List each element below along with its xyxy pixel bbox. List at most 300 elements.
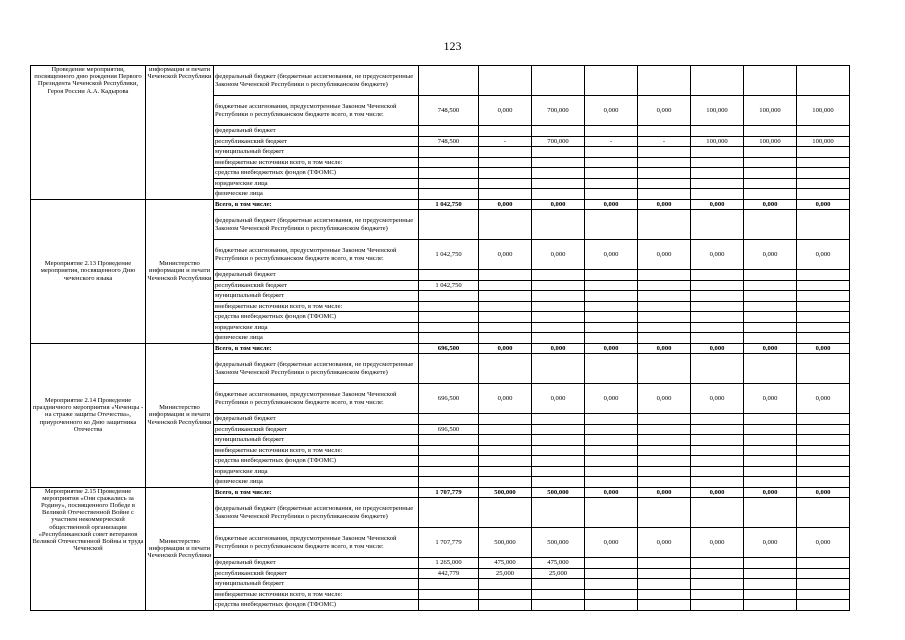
funding-source-cell: юридические лица	[214, 178, 419, 189]
amount-cell	[691, 477, 744, 488]
amount-cell	[638, 477, 691, 488]
funding-source-cell: муниципальный бюджет	[214, 435, 419, 446]
amount-cell	[691, 126, 744, 137]
amount-cell	[532, 322, 585, 333]
amount-cell	[797, 291, 850, 302]
amount-cell	[797, 558, 850, 569]
funding-source-cell: физические лица	[214, 333, 419, 344]
amount-cell: 0,000	[532, 240, 585, 270]
amount-cell	[479, 333, 532, 344]
amount-cell	[585, 189, 638, 200]
funding-source-cell: Всего, в том числе:	[214, 199, 419, 210]
amount-cell	[479, 354, 532, 384]
funding-source-cell: федеральный бюджет	[214, 126, 419, 137]
executor-cell: информации и печати Чеченской Республики	[146, 66, 214, 200]
amount-cell	[797, 322, 850, 333]
amount-cell	[691, 210, 744, 240]
amount-cell	[691, 270, 744, 281]
amount-cell	[479, 147, 532, 158]
amount-cell	[638, 424, 691, 435]
amount-cell	[419, 189, 479, 200]
funding-source-cell: республиканский бюджет	[214, 568, 419, 579]
amount-cell: 0,000	[797, 384, 850, 414]
amount-cell	[638, 498, 691, 528]
amount-cell: 0,000	[638, 487, 691, 498]
amount-cell	[585, 354, 638, 384]
amount-cell	[479, 126, 532, 137]
amount-cell	[638, 157, 691, 168]
amount-cell	[744, 301, 797, 312]
amount-cell	[744, 600, 797, 611]
amount-cell: 748,500	[419, 96, 479, 126]
amount-cell	[419, 498, 479, 528]
amount-cell	[691, 333, 744, 344]
amount-cell	[532, 126, 585, 137]
amount-cell	[419, 414, 479, 425]
amount-cell	[744, 558, 797, 569]
amount-cell	[479, 312, 532, 323]
amount-cell	[419, 168, 479, 179]
funding-source-cell: муниципальный бюджет	[214, 147, 419, 158]
amount-cell	[744, 147, 797, 158]
amount-cell	[532, 466, 585, 477]
amount-cell	[419, 178, 479, 189]
amount-cell	[797, 354, 850, 384]
amount-cell: 0,000	[744, 528, 797, 558]
amount-cell	[638, 600, 691, 611]
amount-cell	[797, 466, 850, 477]
amount-cell: 500,000	[479, 487, 532, 498]
amount-cell	[691, 280, 744, 291]
amount-cell	[638, 189, 691, 200]
amount-cell	[479, 445, 532, 456]
amount-cell	[419, 354, 479, 384]
amount-cell	[797, 280, 850, 291]
amount-cell: 0,000	[744, 343, 797, 354]
amount-cell	[691, 589, 744, 600]
amount-cell	[585, 210, 638, 240]
funding-source-cell: республиканский бюджет	[214, 424, 419, 435]
amount-cell	[532, 168, 585, 179]
amount-cell	[744, 189, 797, 200]
amount-cell	[585, 558, 638, 569]
amount-cell	[419, 312, 479, 323]
amount-cell	[479, 270, 532, 281]
amount-cell	[419, 333, 479, 344]
amount-cell: 748,500	[419, 136, 479, 147]
amount-cell	[419, 157, 479, 168]
amount-cell	[479, 178, 532, 189]
amount-cell: 1 042,750	[419, 199, 479, 210]
amount-cell	[797, 456, 850, 467]
amount-cell	[744, 291, 797, 302]
amount-cell: 0,000	[585, 240, 638, 270]
amount-cell	[744, 435, 797, 446]
amount-cell: 0,000	[585, 528, 638, 558]
amount-cell	[638, 589, 691, 600]
amount-cell	[691, 435, 744, 446]
amount-cell	[419, 301, 479, 312]
amount-cell	[585, 333, 638, 344]
amount-cell	[419, 270, 479, 281]
amount-cell	[532, 157, 585, 168]
amount-cell	[797, 589, 850, 600]
amount-cell	[691, 498, 744, 528]
amount-cell: 0,000	[744, 487, 797, 498]
amount-cell	[638, 280, 691, 291]
funding-source-cell: Всего, в том числе:	[214, 487, 419, 498]
amount-cell: 0,000	[479, 343, 532, 354]
amount-cell: 0,000	[532, 384, 585, 414]
amount-cell	[691, 424, 744, 435]
funding-source-cell: федеральный бюджет	[214, 558, 419, 569]
amount-cell	[585, 168, 638, 179]
amount-cell	[585, 435, 638, 446]
amount-cell	[638, 354, 691, 384]
amount-cell	[638, 291, 691, 302]
funding-source-cell: республиканский бюджет	[214, 280, 419, 291]
amount-cell: -	[479, 136, 532, 147]
funding-source-cell: федеральный бюджет (бюджетные ассигнования, не предусмотренные Законом Чеченской Республики о республиканском бюджете)	[214, 66, 419, 96]
amount-cell	[638, 270, 691, 281]
amount-cell: 1 042,750	[419, 280, 479, 291]
amount-cell	[419, 322, 479, 333]
amount-cell: -	[638, 136, 691, 147]
amount-cell	[691, 558, 744, 569]
amount-cell	[585, 445, 638, 456]
funding-source-cell: средства внебюджетных фондов (ТФОМС)	[214, 456, 419, 467]
amount-cell: 475,000	[479, 558, 532, 569]
amount-cell	[691, 414, 744, 425]
funding-source-cell: муниципальный бюджет	[214, 291, 419, 302]
amount-cell	[797, 210, 850, 240]
amount-cell	[744, 66, 797, 96]
amount-cell	[419, 126, 479, 137]
amount-cell	[797, 189, 850, 200]
amount-cell	[585, 270, 638, 281]
amount-cell	[797, 157, 850, 168]
amount-cell: 1 707,779	[419, 487, 479, 498]
amount-cell	[744, 579, 797, 590]
amount-cell	[479, 579, 532, 590]
executor-cell: Министерство информации и печати Чеченской Республики	[146, 487, 214, 610]
amount-cell	[479, 291, 532, 302]
amount-cell: -	[585, 136, 638, 147]
amount-cell: 100,000	[744, 96, 797, 126]
funding-source-cell: средства внебюджетных фондов (ТФОМС)	[214, 168, 419, 179]
amount-cell	[479, 168, 532, 179]
amount-cell	[479, 301, 532, 312]
amount-cell	[532, 312, 585, 323]
amount-cell	[585, 280, 638, 291]
amount-cell	[797, 414, 850, 425]
funding-source-cell: республиканский бюджет	[214, 136, 419, 147]
amount-cell	[797, 477, 850, 488]
amount-cell	[419, 456, 479, 467]
amount-cell	[479, 466, 532, 477]
amount-cell	[638, 178, 691, 189]
funding-source-cell: муниципальный бюджет	[214, 579, 419, 590]
amount-cell	[532, 414, 585, 425]
event-title-cell: Проведение мероприятия, посвященного дню рождения Первого Президента Чеченской Республики, Героя России А.А. Кадырова	[31, 66, 146, 200]
amount-cell	[585, 498, 638, 528]
amount-cell	[585, 66, 638, 96]
amount-cell	[691, 445, 744, 456]
amount-cell	[744, 157, 797, 168]
amount-cell: 0,000	[691, 528, 744, 558]
amount-cell	[638, 168, 691, 179]
amount-cell	[419, 589, 479, 600]
amount-cell	[532, 333, 585, 344]
executor-cell: Министерство информации и печати Чеченской Республики	[146, 199, 214, 343]
amount-cell	[419, 445, 479, 456]
amount-cell: 25,000	[479, 568, 532, 579]
amount-cell	[638, 435, 691, 446]
amount-cell	[585, 477, 638, 488]
amount-cell	[479, 477, 532, 488]
funding-source-cell: внебюджетные источники всего, в том числе:	[214, 589, 419, 600]
amount-cell	[479, 498, 532, 528]
funding-source-cell: федеральный бюджет (бюджетные ассигнования, не предусмотренные Законом Чеченской Республики о республиканском бюджете)	[214, 210, 419, 240]
amount-cell	[744, 270, 797, 281]
amount-cell	[691, 168, 744, 179]
funding-source-cell: бюджетные ассигнования, предусмотренные Законом Чеченской Республики о республиканском бюджете всего, в том числе:	[214, 96, 419, 126]
amount-cell	[585, 126, 638, 137]
funding-source-cell: федеральный бюджет	[214, 414, 419, 425]
amount-cell: 0,000	[638, 240, 691, 270]
amount-cell	[585, 147, 638, 158]
amount-cell	[744, 168, 797, 179]
amount-cell	[479, 157, 532, 168]
amount-cell	[638, 301, 691, 312]
amount-cell	[479, 210, 532, 240]
amount-cell	[797, 147, 850, 158]
amount-cell: 0,000	[532, 343, 585, 354]
amount-cell	[532, 589, 585, 600]
amount-cell	[532, 435, 585, 446]
amount-cell	[638, 579, 691, 590]
budget-table-body	[31, 66, 850, 611]
amount-cell	[691, 600, 744, 611]
funding-source-cell: юридические лица	[214, 322, 419, 333]
amount-cell: 500,000	[532, 487, 585, 498]
amount-cell: 0,000	[691, 199, 744, 210]
funding-source-cell: средства внебюджетных фондов (ТФОМС)	[214, 600, 419, 611]
amount-cell: 0,000	[691, 240, 744, 270]
amount-cell	[638, 445, 691, 456]
amount-cell	[797, 66, 850, 96]
amount-cell: 0,000	[585, 487, 638, 498]
amount-cell	[691, 178, 744, 189]
event-title-cell: Мероприятие 2.13 Проведение мероприятия, посвященного Дню чеченского языка	[31, 199, 146, 343]
amount-cell	[744, 424, 797, 435]
amount-cell: 0,000	[532, 199, 585, 210]
amount-cell	[638, 456, 691, 467]
amount-cell	[585, 322, 638, 333]
amount-cell	[744, 589, 797, 600]
amount-cell: 700,000	[532, 136, 585, 147]
amount-cell	[691, 312, 744, 323]
amount-cell	[744, 414, 797, 425]
amount-cell	[744, 178, 797, 189]
amount-cell	[744, 498, 797, 528]
amount-cell: 1 265,000	[419, 558, 479, 569]
amount-cell: 0,000	[691, 343, 744, 354]
amount-cell	[744, 354, 797, 384]
amount-cell	[744, 210, 797, 240]
amount-cell	[532, 270, 585, 281]
amount-cell	[479, 414, 532, 425]
amount-cell	[797, 498, 850, 528]
amount-cell	[638, 568, 691, 579]
amount-cell	[638, 333, 691, 344]
amount-cell: 1 042,750	[419, 240, 479, 270]
amount-cell: 0,000	[479, 240, 532, 270]
amount-cell: 100,000	[691, 96, 744, 126]
amount-cell	[744, 333, 797, 344]
funding-source-cell: федеральный бюджет	[214, 270, 419, 281]
amount-cell	[638, 312, 691, 323]
amount-cell	[691, 291, 744, 302]
amount-cell	[744, 466, 797, 477]
amount-cell: 0,000	[479, 199, 532, 210]
amount-cell: 0,000	[691, 384, 744, 414]
amount-cell	[585, 600, 638, 611]
amount-cell	[797, 424, 850, 435]
amount-cell: 500,000	[479, 528, 532, 558]
amount-cell: 475,000	[532, 558, 585, 569]
amount-cell	[419, 477, 479, 488]
amount-cell	[638, 322, 691, 333]
amount-cell: 0,000	[691, 487, 744, 498]
amount-cell	[797, 301, 850, 312]
amount-cell	[585, 424, 638, 435]
amount-cell	[585, 178, 638, 189]
amount-cell: 0,000	[744, 240, 797, 270]
amount-cell	[532, 498, 585, 528]
table-row	[31, 487, 850, 498]
amount-cell	[532, 301, 585, 312]
amount-cell: 0,000	[585, 384, 638, 414]
amount-cell	[744, 477, 797, 488]
amount-cell: 0,000	[479, 96, 532, 126]
amount-cell	[479, 435, 532, 446]
amount-cell	[638, 66, 691, 96]
amount-cell: 700,000	[532, 96, 585, 126]
amount-cell	[532, 147, 585, 158]
amount-cell	[797, 312, 850, 323]
amount-cell	[797, 333, 850, 344]
amount-cell	[419, 435, 479, 446]
amount-cell	[419, 210, 479, 240]
amount-cell	[479, 600, 532, 611]
amount-cell	[691, 147, 744, 158]
budget-table	[30, 65, 850, 611]
amount-cell	[479, 456, 532, 467]
amount-cell	[585, 312, 638, 323]
funding-source-cell: Всего, в том числе:	[214, 343, 419, 354]
funding-source-cell: внебюджетные источники всего, в том числе:	[214, 301, 419, 312]
amount-cell	[691, 354, 744, 384]
table-row	[31, 199, 850, 210]
amount-cell	[638, 558, 691, 569]
amount-cell	[691, 466, 744, 477]
amount-cell	[585, 589, 638, 600]
amount-cell: 0,000	[638, 528, 691, 558]
amount-cell	[479, 424, 532, 435]
funding-source-cell: физические лица	[214, 189, 419, 200]
amount-cell	[419, 600, 479, 611]
amount-cell	[585, 414, 638, 425]
amount-cell: 696,500	[419, 343, 479, 354]
amount-cell	[638, 466, 691, 477]
amount-cell: 696,500	[419, 424, 479, 435]
amount-cell	[797, 568, 850, 579]
amount-cell: 0,000	[638, 199, 691, 210]
amount-cell	[744, 312, 797, 323]
amount-cell	[532, 424, 585, 435]
amount-cell: 100,000	[691, 136, 744, 147]
amount-cell	[532, 178, 585, 189]
funding-source-cell: бюджетные ассигнования, предусмотренные Законом Чеченской Республики о республиканском бюджете всего, в том числе:	[214, 240, 419, 270]
amount-cell: 25,000	[532, 568, 585, 579]
event-title-cell: Мероприятие 2.14 Проведение праздничного мероприятия «Чеченцы - на страже защиты Отечества», приуроченного ко Дню защитника Отечества	[31, 343, 146, 487]
amount-cell	[419, 66, 479, 96]
amount-cell	[419, 466, 479, 477]
amount-cell: 0,000	[638, 343, 691, 354]
amount-cell	[691, 301, 744, 312]
amount-cell	[532, 579, 585, 590]
amount-cell: 0,000	[797, 199, 850, 210]
amount-cell	[585, 579, 638, 590]
amount-cell	[479, 589, 532, 600]
amount-cell	[638, 147, 691, 158]
amount-cell: 442,779	[419, 568, 479, 579]
amount-cell	[691, 189, 744, 200]
amount-cell	[744, 456, 797, 467]
amount-cell: 500,000	[532, 528, 585, 558]
amount-cell	[691, 568, 744, 579]
amount-cell	[585, 568, 638, 579]
amount-cell: 100,000	[744, 136, 797, 147]
amount-cell	[532, 280, 585, 291]
amount-cell	[532, 456, 585, 467]
amount-cell	[797, 126, 850, 137]
amount-cell: 0,000	[585, 199, 638, 210]
amount-cell: 696,500	[419, 384, 479, 414]
amount-cell: 0,000	[797, 240, 850, 270]
amount-cell	[532, 477, 585, 488]
amount-cell	[744, 568, 797, 579]
amount-cell	[419, 147, 479, 158]
amount-cell	[797, 445, 850, 456]
amount-cell	[585, 157, 638, 168]
amount-cell: 0,000	[797, 528, 850, 558]
amount-cell	[797, 600, 850, 611]
amount-cell	[638, 414, 691, 425]
funding-source-cell: федеральный бюджет (бюджетные ассигнования, не предусмотренные Законом Чеченской Республики о республиканском бюджете)	[214, 498, 419, 528]
amount-cell: 0,000	[744, 384, 797, 414]
amount-cell	[532, 189, 585, 200]
amount-cell	[744, 322, 797, 333]
amount-cell	[797, 168, 850, 179]
amount-cell	[585, 291, 638, 302]
amount-cell: 0,000	[797, 343, 850, 354]
amount-cell	[744, 126, 797, 137]
event-title-cell: Мероприятие 2.15 Проведение мероприятия «Они сражались за Родину», посвященного Победе в Великой Отечественной Войне с участием некоммерческой общественной организации «Республиканский совет ветеранов Великой Отечественной Войны и труда Чеченской	[31, 487, 146, 610]
amount-cell: 100,000	[797, 136, 850, 147]
funding-source-cell: средства внебюджетных фондов (ТФОМС)	[214, 312, 419, 323]
